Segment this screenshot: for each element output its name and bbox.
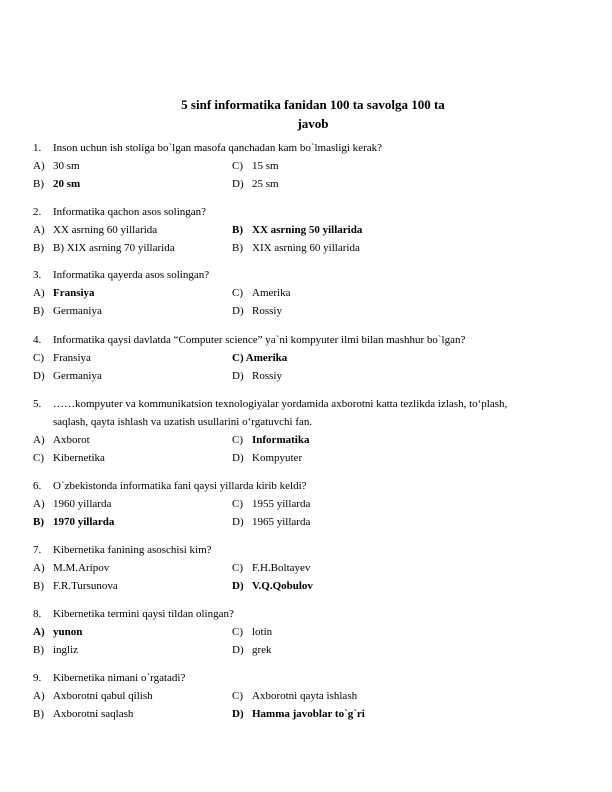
correct-answer: Fransiya <box>53 287 95 299</box>
correct-answer: Informatika <box>252 434 310 446</box>
option-letter: C) <box>232 626 243 638</box>
question-1 <box>33 141 382 192</box>
question-text: Informatika qaysi davlatda “Computer science” ya`ni kompyuter ilmi bilan mashhur bo`lgan? <box>53 334 466 346</box>
question-number: 1. <box>33 142 42 154</box>
option-letter: B) <box>33 708 44 720</box>
option-text: grek <box>252 644 272 656</box>
question-4 <box>33 333 465 384</box>
option-letter: D) <box>232 516 244 528</box>
option-letter: B) <box>232 224 243 236</box>
correct-answer: 1970 yillarda <box>53 516 115 528</box>
option-letter: D) <box>232 370 244 382</box>
correct-answer: V.Q.Qobulov <box>252 580 313 592</box>
option-letter: C) <box>232 434 243 446</box>
option-text: Kibernetika <box>53 452 105 464</box>
option-letter: B) <box>33 644 44 656</box>
question-text: Kibernetika termini qaysi tildan olingan? <box>53 608 234 620</box>
option-text: 30 sm <box>53 160 80 172</box>
option-letter: D) <box>232 644 244 656</box>
option-letter: A) <box>33 626 45 638</box>
title-line-2: javob <box>297 116 329 131</box>
option-letter: A) <box>33 160 45 172</box>
question-3 <box>33 268 290 319</box>
option-text: XX asrning 60 yillarida <box>53 224 158 236</box>
option-text: Germaniya <box>53 305 102 317</box>
option-letter: D) <box>232 178 244 190</box>
option-letter: C) <box>232 160 243 172</box>
option-letter: C) <box>33 452 44 464</box>
option-letter: A) <box>33 287 45 299</box>
option-letter: B) <box>33 516 44 528</box>
question-text: ……kompyuter va kommunikatsion texnologiyalar yordamida axborotni katta tezlikda izlash, to‘plash, <box>53 398 508 410</box>
option-text: Axborotni qayta ishlash <box>252 690 358 702</box>
option-letter: C) <box>232 562 243 574</box>
option-letter: C) <box>232 287 243 299</box>
option-text: Fransiya <box>53 352 91 364</box>
question-number: 2. <box>33 206 42 218</box>
question-text: O`zbekistonda informatika fani qaysi yillarda kirib keldi? <box>53 480 307 492</box>
question-number: 6. <box>33 480 42 492</box>
question-number: 4. <box>33 334 42 346</box>
page-title <box>90 95 536 133</box>
question-text: Inson uchun ish stoliga bo`lgan masofa qanchadan kam bo`lmasligi kerak? <box>53 142 382 154</box>
option-letter: C) <box>33 352 44 364</box>
option-text: B) XIX asrning 70 yillarida <box>53 242 175 254</box>
option-text: 1965 yillarda <box>252 516 311 528</box>
option-text: 25 sm <box>252 178 279 190</box>
question-number: 8. <box>33 608 42 620</box>
question-8 <box>33 607 272 658</box>
correct-answer: 20 sm <box>53 178 81 190</box>
option-letter: D) <box>232 708 244 720</box>
option-text: M.M.Aripov <box>53 562 110 574</box>
correct-answer: Hamma javoblar to`g`ri <box>252 708 365 720</box>
option-letter: D) <box>232 452 244 464</box>
option-text: lotin <box>252 626 273 638</box>
option-letter: C) <box>232 690 243 702</box>
option-text: F.H.Boltayev <box>252 562 311 574</box>
option-letter: B) <box>33 178 44 190</box>
option-letter: A) <box>33 498 45 510</box>
option-text: Axborot <box>53 434 90 446</box>
question-number: 7. <box>33 544 42 556</box>
question-number: 5. <box>33 398 42 410</box>
option-letter: B) <box>232 242 243 254</box>
option-letter: B) <box>33 305 44 317</box>
option-letter: A) <box>33 224 45 236</box>
option-text: Axborotni saqlash <box>53 708 134 720</box>
option-text: XIX asrning 60 yillarida <box>252 242 360 254</box>
correct-answer: C) Amerika <box>232 352 288 364</box>
question-number: 9. <box>33 672 42 684</box>
option-text: Germaniya <box>53 370 102 382</box>
option-letter: A) <box>33 562 45 574</box>
option-text: Rossiy <box>252 370 282 382</box>
option-text: Amerika <box>252 287 291 299</box>
option-text: F.R.Tursunova <box>53 580 118 592</box>
question-text: Kibernetika nimani o`rgatadi? <box>53 672 186 684</box>
title-line-1: 5 sinf informatika fanidan 100 ta savolga 100 ta <box>181 97 445 112</box>
question-2 <box>33 205 362 256</box>
option-text: Axborotni qabul qilish <box>53 690 153 702</box>
correct-answer: XX asrning 50 yillarida <box>252 224 363 236</box>
question-6 <box>33 479 310 530</box>
question-text: Kibernetika fanining asoschisi kim? <box>53 544 212 556</box>
option-letter: B) <box>33 242 44 254</box>
question-number: 3. <box>33 269 42 281</box>
question-9 <box>33 671 365 722</box>
question-text-continued: saqlash, qayta ishlash va uzatish usullarini o‘rgatuvchi fan. <box>53 416 313 428</box>
option-letter: D) <box>232 305 244 317</box>
question-5 <box>33 397 507 466</box>
option-letter: B) <box>33 580 44 592</box>
question-text: Informatika qayerda asos solingan? <box>53 269 210 281</box>
option-text: ingliz <box>53 644 79 656</box>
option-letter: A) <box>33 434 45 446</box>
option-letter: A) <box>33 690 45 702</box>
option-text: Rossiy <box>252 305 282 317</box>
question-text: Informatika qachon asos solingan? <box>53 206 207 218</box>
option-text: 1960 yillarda <box>53 498 112 510</box>
option-text: 1955 yillarda <box>252 498 311 510</box>
option-letter: D) <box>232 580 244 592</box>
correct-answer: yunon <box>53 626 83 638</box>
option-text: Kompyuter <box>252 452 303 464</box>
option-text: 15 sm <box>252 160 279 172</box>
option-letter: C) <box>232 498 243 510</box>
question-7 <box>33 543 313 594</box>
option-letter: D) <box>33 370 45 382</box>
